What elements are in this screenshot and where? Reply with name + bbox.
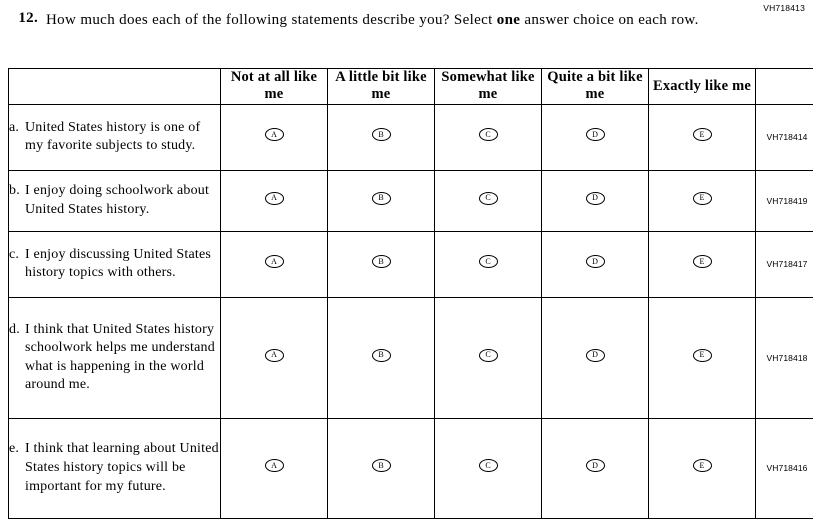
bubble-letter: C (485, 193, 491, 203)
row-text-a: United States history is one of my favorite subjects to study. (25, 119, 201, 154)
bubble-letter: B (378, 256, 384, 266)
bubble-letter: C (485, 129, 491, 139)
radio-bubble-icon[interactable] (372, 459, 391, 472)
radio-bubble-icon[interactable] (693, 128, 712, 141)
row-stem-d (9, 297, 221, 418)
row-id-a: VH718414 (756, 104, 813, 170)
bubble-letter: A (271, 129, 277, 139)
header-option-3: Somewhat like me (435, 69, 542, 105)
header-blank-corner (9, 69, 221, 105)
bubble-d-4[interactable] (542, 297, 649, 418)
radio-bubble-icon[interactable] (479, 255, 498, 268)
bubble-letter: E (699, 193, 705, 203)
radio-bubble-icon[interactable] (693, 192, 712, 205)
radio-bubble-icon[interactable] (586, 192, 605, 205)
question-text-after: answer choice on each row. (520, 12, 699, 28)
radio-bubble-icon[interactable] (586, 459, 605, 472)
bubble-c-3[interactable] (435, 231, 542, 297)
bubble-b-4[interactable] (542, 170, 649, 231)
radio-bubble-icon[interactable] (586, 255, 605, 268)
row-stem-c (9, 231, 221, 297)
bubble-a-1[interactable] (221, 104, 328, 170)
table-row (9, 104, 813, 170)
bubble-letter: A (271, 256, 277, 266)
row-stem-e (9, 418, 221, 518)
bubble-d-2[interactable] (328, 297, 435, 418)
bubble-letter: D (592, 129, 598, 139)
bubble-d-3[interactable] (435, 297, 542, 418)
matrix-header-row (9, 69, 813, 105)
bubble-letter: B (378, 350, 384, 360)
bubble-b-2[interactable] (328, 170, 435, 231)
page-item-id: VH718413 (763, 3, 805, 13)
bubble-letter: D (592, 193, 598, 203)
radio-bubble-icon[interactable] (479, 192, 498, 205)
radio-bubble-icon[interactable] (586, 128, 605, 141)
radio-bubble-icon[interactable] (693, 349, 712, 362)
row-stem-a (9, 104, 221, 170)
question-text (46, 10, 699, 30)
bubble-c-5[interactable] (649, 231, 756, 297)
bubble-letter: D (592, 256, 598, 266)
bubble-e-1[interactable] (221, 418, 328, 518)
bubble-letter: B (378, 460, 384, 470)
row-letter-a: a. (9, 119, 20, 135)
response-matrix (8, 68, 813, 519)
table-row (9, 170, 813, 231)
bubble-e-4[interactable] (542, 418, 649, 518)
question-number: 12. (18, 10, 38, 26)
row-id-c: VH718417 (756, 231, 813, 297)
header-option-5: Exactly like me (649, 69, 756, 105)
bubble-letter: C (485, 350, 491, 360)
bubble-e-3[interactable] (435, 418, 542, 518)
bubble-e-2[interactable] (328, 418, 435, 518)
bubble-c-1[interactable] (221, 231, 328, 297)
bubble-letter: B (378, 129, 384, 139)
question-text-before: How much does each of the following statements describe you? Select (46, 12, 497, 28)
bubble-a-4[interactable] (542, 104, 649, 170)
bubble-letter: D (592, 350, 598, 360)
bubble-b-1[interactable] (221, 170, 328, 231)
bubble-e-5[interactable] (649, 418, 756, 518)
row-letter-d: d. (9, 321, 20, 337)
bubble-b-3[interactable] (435, 170, 542, 231)
radio-bubble-icon[interactable] (479, 349, 498, 362)
row-stem-b (9, 170, 221, 231)
bubble-a-3[interactable] (435, 104, 542, 170)
bubble-letter: B (378, 193, 384, 203)
header-option-4: Quite a bit like me (542, 69, 649, 105)
header-id-column (756, 69, 813, 105)
row-text-e: I think that learning about United States history topics will be important for my future. (25, 441, 219, 494)
bubble-a-5[interactable] (649, 104, 756, 170)
bubble-d-5[interactable] (649, 297, 756, 418)
radio-bubble-icon[interactable] (265, 255, 284, 268)
row-letter-c: c. (9, 246, 20, 262)
radio-bubble-icon[interactable] (372, 349, 391, 362)
question-prompt (12, 10, 752, 30)
bubble-a-2[interactable] (328, 104, 435, 170)
radio-bubble-icon[interactable] (693, 255, 712, 268)
row-letter-e: e. (9, 441, 20, 457)
row-text-c: I enjoy discussing United States history topics with others. (25, 246, 212, 281)
bubble-letter: C (485, 460, 491, 470)
row-text-d: I think that United States history schoolwork helps me understand what is happening in the world around me. (25, 321, 215, 393)
bubble-letter: E (699, 460, 705, 470)
row-id-d: VH718418 (756, 297, 813, 418)
row-id-b: VH718419 (756, 170, 813, 231)
radio-bubble-icon[interactable] (693, 459, 712, 472)
radio-bubble-icon[interactable] (586, 349, 605, 362)
bubble-d-1[interactable] (221, 297, 328, 418)
radio-bubble-icon[interactable] (479, 128, 498, 141)
radio-bubble-icon[interactable] (265, 459, 284, 472)
header-option-1: Not at all like me (221, 69, 328, 105)
bubble-letter: D (592, 460, 598, 470)
radio-bubble-icon[interactable] (265, 192, 284, 205)
bubble-letter: E (699, 129, 705, 139)
radio-bubble-icon[interactable] (372, 128, 391, 141)
bubble-letter: E (699, 350, 705, 360)
radio-bubble-icon[interactable] (372, 192, 391, 205)
question-emphasis: one (496, 12, 521, 28)
bubble-c-2[interactable] (328, 231, 435, 297)
radio-bubble-icon[interactable] (479, 459, 498, 472)
row-id-e: VH718416 (756, 418, 813, 518)
table-row (9, 231, 813, 297)
bubble-letter: C (485, 256, 491, 266)
radio-bubble-icon[interactable] (265, 349, 284, 362)
bubble-b-5[interactable] (649, 170, 756, 231)
bubble-letter: A (271, 350, 277, 360)
radio-bubble-icon[interactable] (372, 255, 391, 268)
bubble-letter: A (271, 460, 277, 470)
table-row (9, 297, 813, 418)
bubble-letter: A (271, 193, 277, 203)
bubble-letter: E (699, 256, 705, 266)
radio-bubble-icon[interactable] (265, 128, 284, 141)
bubble-c-4[interactable] (542, 231, 649, 297)
header-option-2: A little bit like me (328, 69, 435, 105)
table-row (9, 418, 813, 518)
row-letter-b: b. (9, 183, 20, 199)
row-text-b: I enjoy doing schoolwork about United States history. (25, 183, 210, 217)
